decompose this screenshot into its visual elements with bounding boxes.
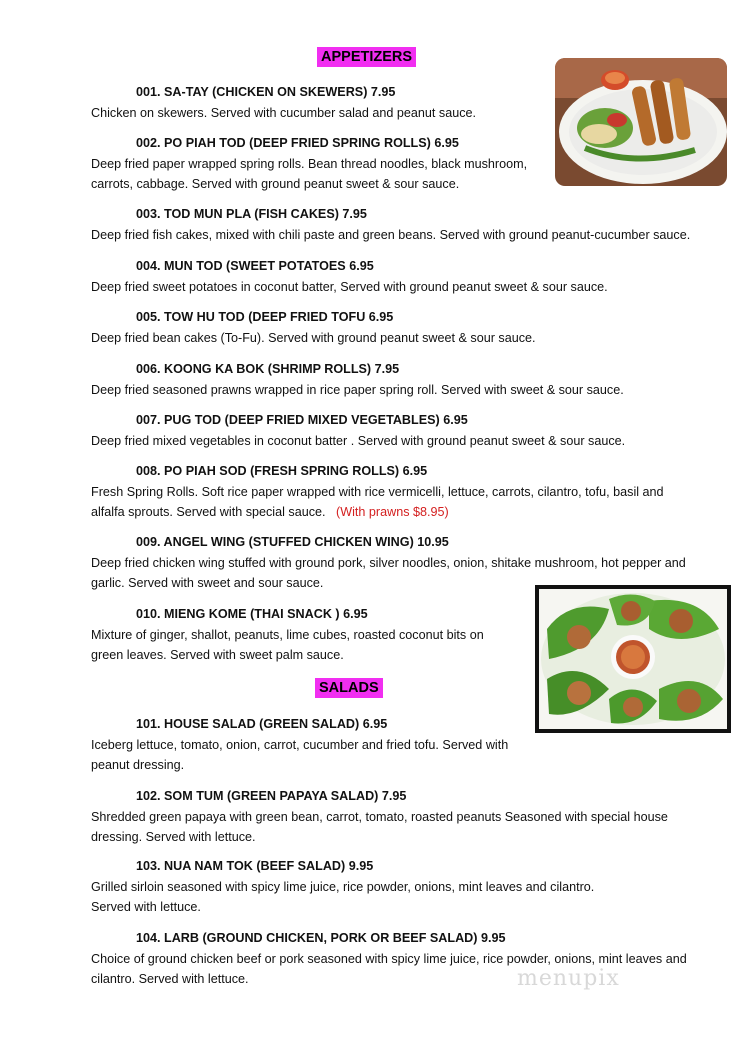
item-title: 009. ANGEL WING (STUFFED CHICKEN WING) 10.95 [136, 535, 449, 549]
menu-item-103 [91, 858, 594, 917]
menu-item-102 [91, 788, 668, 847]
item-title: 008. PO PIAH SOD (FRESH SPRING ROLLS) 6.95 [136, 464, 428, 478]
menu-item-010 [91, 606, 484, 665]
menu-item-001 [91, 84, 476, 123]
item-description [91, 482, 664, 522]
item-description: Deep fried fish cakes, mixed with chili paste and green beans. Served with ground peanut-cucumber sauce. [91, 228, 691, 242]
menu-item-008 [91, 463, 664, 522]
item-title: 101. HOUSE SALAD (GREEN SALAD) 6.95 [136, 717, 388, 731]
item-description-line: Deep fried paper wrapped spring rolls. Bean thread noodles, black mushroom, [91, 157, 528, 171]
menu-item-005 [91, 309, 536, 348]
menu-item-007 [91, 412, 625, 451]
item-description-line: dressing. Served with lettuce. [91, 830, 256, 844]
menu-item-006 [91, 361, 624, 400]
item-title: 002. PO PIAH TOD (DEEP FRIED SPRING ROLLS) 6.95 [136, 136, 459, 150]
item-title: 010. MIENG KOME (THAI SNACK ) 6.95 [136, 607, 368, 621]
item-description-line: Iceberg lettuce, tomato, onion, carrot, cucumber and fried tofu. Served with [91, 738, 509, 752]
item-title: 103. NUA NAM TOK (BEEF SALAD) 9.95 [136, 859, 374, 873]
item-description-line: Served with lettuce. [91, 900, 201, 914]
menu-item-009 [91, 534, 686, 593]
item-description-line: Deep fried chicken wing stuffed with ground pork, silver noodles, onion, shitake mushroom, hot pepper and [91, 556, 686, 570]
item-description [91, 877, 594, 917]
item-title: 007. PUG TOD (DEEP FRIED MIXED VEGETABLES) 6.95 [136, 413, 468, 427]
item-description: Deep fried mixed vegetables in coconut batter . Served with ground peanut sweet & sour sauce. [91, 434, 626, 448]
menupix-watermark: menupix [517, 966, 620, 991]
item-description-line: peanut dressing. [91, 758, 185, 772]
item-title: 104. LARB (GROUND CHICKEN, PORK OR BEEF SALAD) 9.95 [136, 931, 506, 945]
menu-item-002 [91, 135, 527, 194]
item-description-text: alfalfa sprouts. Served with special sauce. [91, 505, 326, 519]
item-description: Deep fried sweet potatoes in coconut batter, Served with ground peanut sweet & sour sauce. [91, 280, 608, 294]
item-description-line: green leaves. Served with sweet palm sauce. [91, 648, 344, 662]
item-title: 006. KOONG KA BOK (SHRIMP ROLLS) 7.95 [136, 362, 400, 376]
menu-item-101 [91, 716, 508, 775]
item-description [91, 735, 508, 775]
menu-item-004 [91, 258, 608, 297]
item-description [91, 807, 668, 847]
appetizers-heading: APPETIZERS [317, 47, 416, 67]
item-title: 102. SOM TUM (GREEN PAPAYA SALAD) 7.95 [136, 789, 407, 803]
item-description-line [91, 502, 664, 522]
prawn-price-note: (With prawns $8.95) [336, 505, 449, 519]
item-description-line: cilantro. Served with lettuce. [91, 972, 249, 986]
item-description: Chicken on skewers. Served with cucumber salad and peanut sauce. [91, 106, 477, 120]
item-description: Deep fried bean cakes (To-Fu). Served with ground peanut sweet & sour sauce. [91, 331, 536, 345]
item-title: 003. TOD MUN PLA (FISH CAKES) 7.95 [136, 207, 367, 221]
item-description-line: Shredded green papaya with green bean, carrot, tomato, roasted peanuts Seasoned with special house [91, 810, 668, 824]
salads-heading: SALADS [315, 678, 383, 698]
item-description-line: Choice of ground chicken beef or pork seasoned with spicy lime juice, rice powder, onions, mint leaves and [91, 952, 687, 966]
item-title: 001. SA-TAY (CHICKEN ON SKEWERS) 7.95 [136, 85, 396, 99]
item-description-line: Grilled sirloin seasoned with spicy lime juice, rice powder, onions, mint leaves and cilantro. [91, 880, 595, 894]
item-description-line: Fresh Spring Rolls. Soft rice paper wrapped with rice vermicelli, lettuce, carrots, cilantro, tofu, basil and [91, 485, 664, 499]
item-description [91, 154, 527, 194]
item-title: 004. MUN TOD (SWEET POTATOES 6.95 [136, 259, 374, 273]
item-description-line: garlic. Served with sweet and sour sauce. [91, 576, 324, 590]
item-description [91, 625, 484, 665]
item-description-line: Mixture of ginger, shallot, peanuts, lime cubes, roasted coconut bits on [91, 628, 484, 642]
item-description [91, 553, 686, 593]
item-description-line: carrots, cabbage. Served with ground peanut sweet & sour sauce. [91, 177, 460, 191]
mieng-kome-photo [535, 585, 731, 733]
item-title: 005. TOW HU TOD (DEEP FRIED TOFU 6.95 [136, 310, 394, 324]
satay-plate-photo [555, 58, 727, 186]
menu-item-003 [91, 206, 690, 245]
item-description: Deep fried seasoned prawns wrapped in rice paper spring roll. Served with sweet & sour sauce. [91, 383, 624, 397]
